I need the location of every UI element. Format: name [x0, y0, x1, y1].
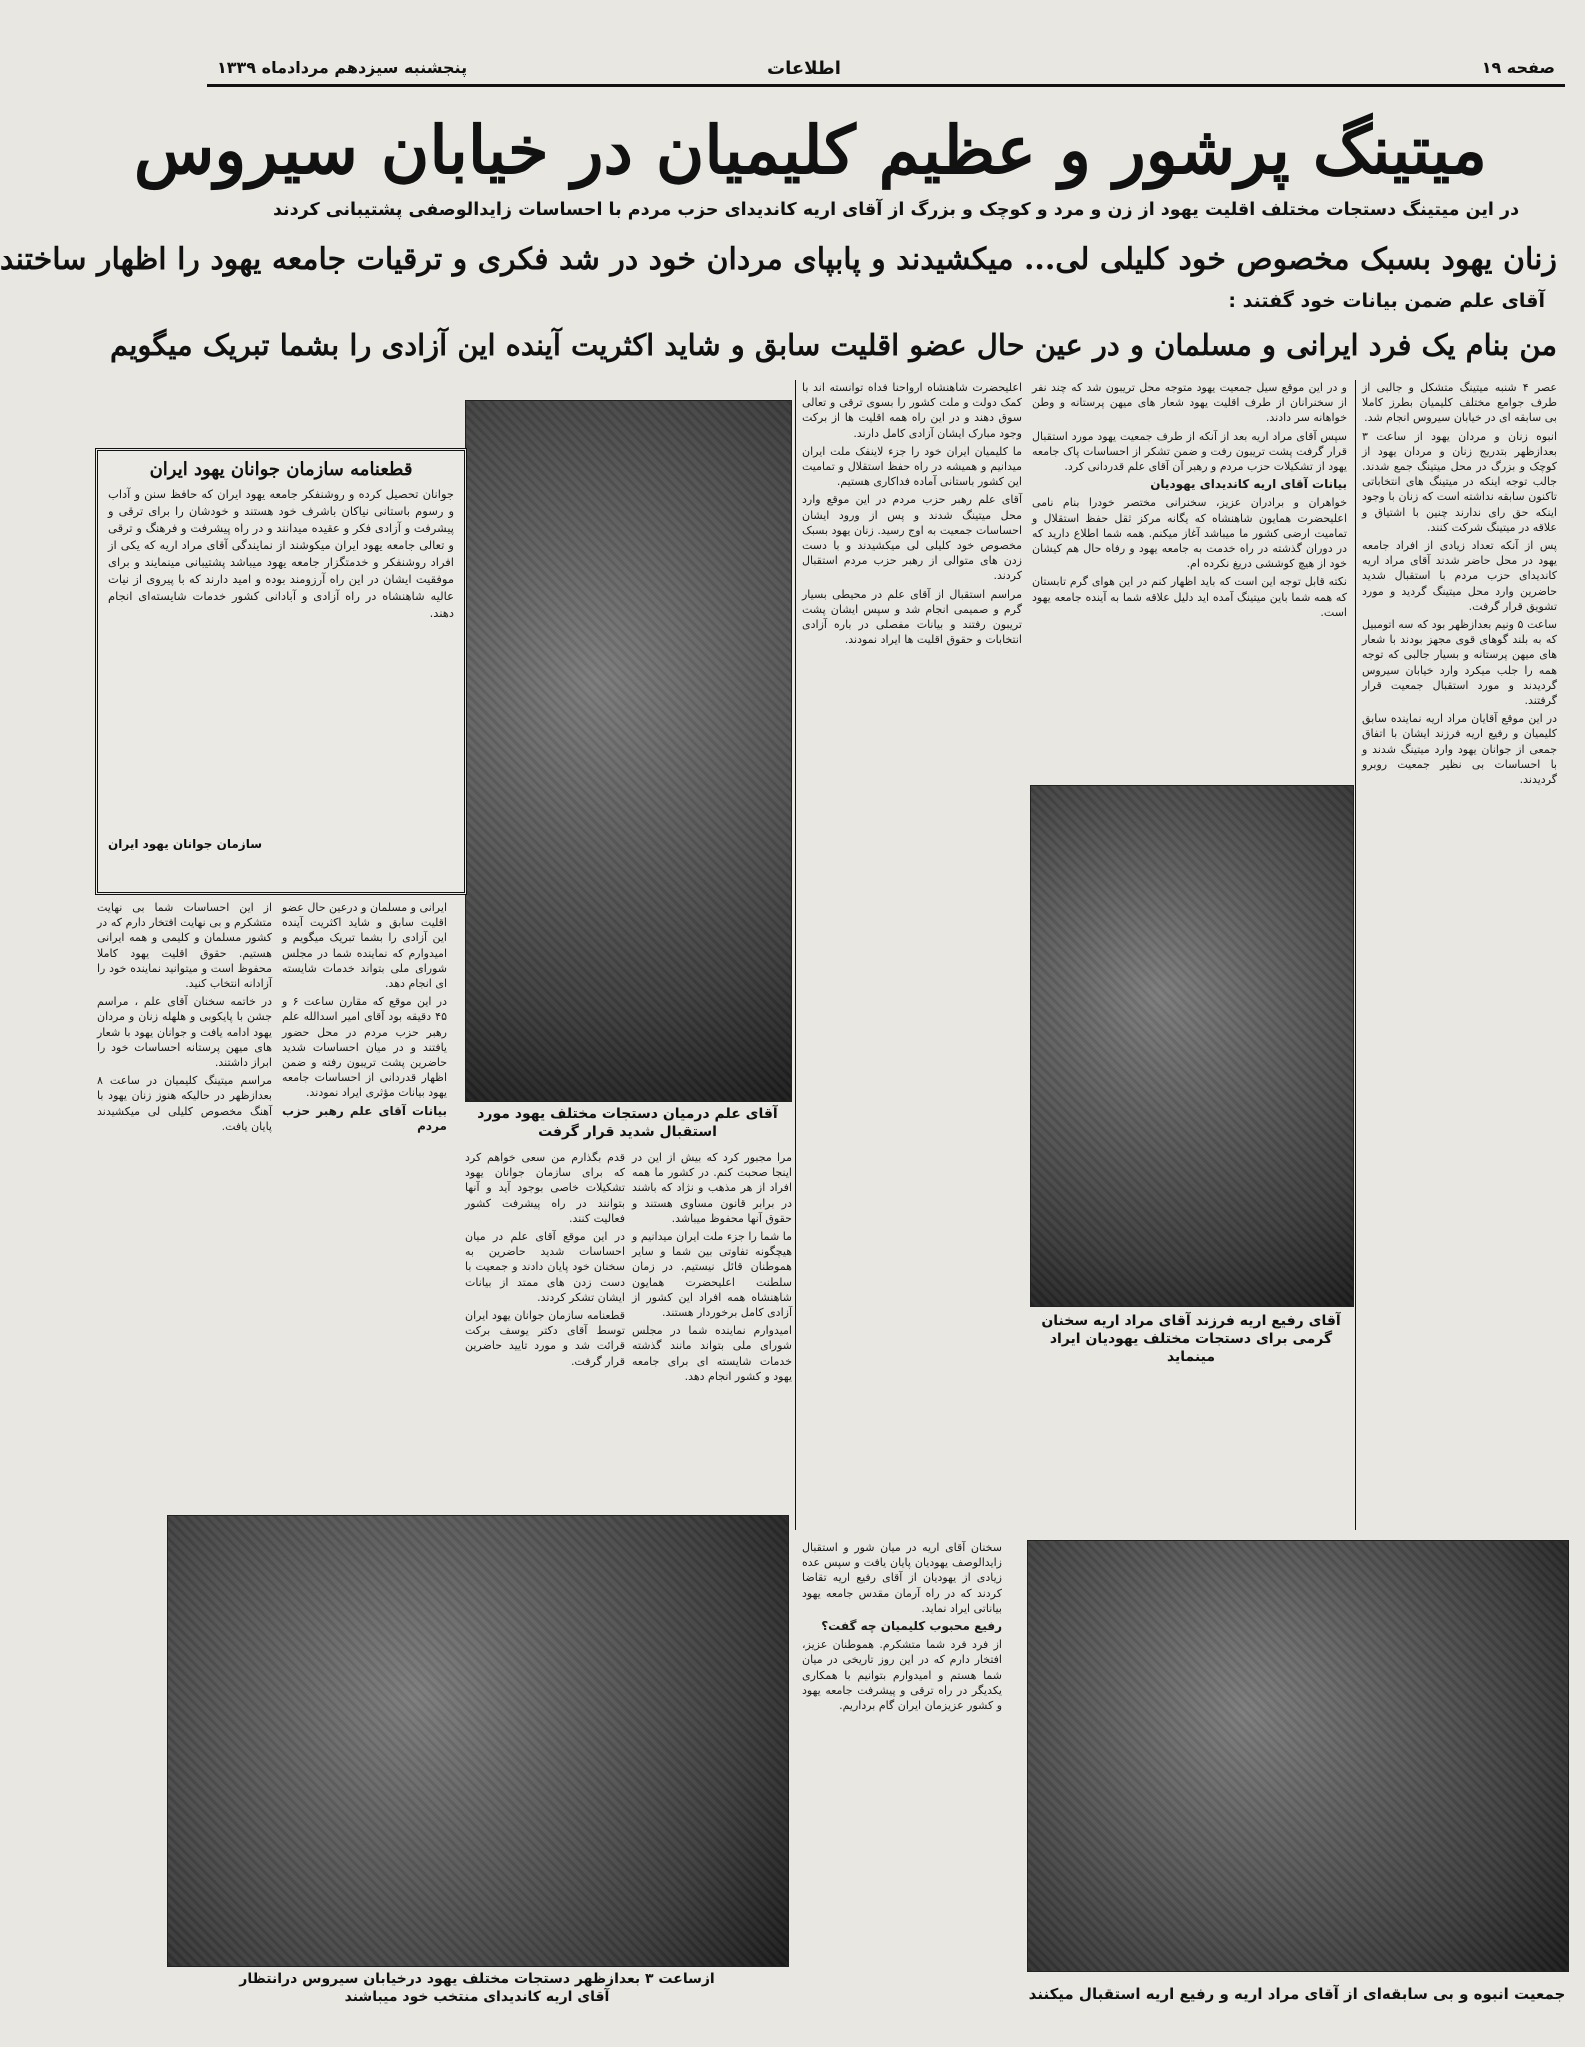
article-paragraph: خواهران و برادران عزیز، سخنرانی مختصر خودرا بنام نامی اعلیحضرت همایون شاهنشاه که یگانه مرکز ثقل حفظ استقلال و تمامیت ارضی کشور ما میباشد آغاز میکنم. همه شما اطلاع دارید که در دوران گذشته در راه خدمت به جامعه یهود و رفاه حال هم کیشان خود از هیچ کوششی دریغ نکرده ام.: [1032, 496, 1347, 571]
article-paragraph: در این موقع که مقارن ساعت ۶ و ۴۵ دقیقه بود آقای امیر اسدالله علم رهبر حزب مردم در محل حضور یافتند و در میان احساسات شدید حاضرین پشت تریبون رفته و ضمن اظهار قدردانی از احساسات جامعه یهود بیانات مؤثری ایراد نمودند.: [282, 995, 448, 1100]
article-paragraph: ما کلیمیان ایران خود را جزء لاینفک ملت ایران میدانیم و همیشه در راه حفظ استقلال و تمامیت این کشور باستانی آماده فداکاری هستیم.: [802, 444, 1022, 489]
deck-line-2: زنان یهود بسبک مخصوص خود کلیلی لی... میکشیدند و پابپای مردان خود در شد فکری و ترقیات جامعه یهود را اظهار ساختند: [0, 242, 1557, 277]
article-paragraph: نکته قابل توجه این است که باید اظهار کنم در این هوای گرم تابستان که همه شما باین میتینگ آمده اید دلیل علاقه شما به آینده جامعه یهود است.: [1032, 575, 1347, 619]
article-column-1: [1362, 380, 1557, 1520]
article-paragraph: از فرد فرد شما متشکرم. هموطنان عزیز، افتخار دارم که در این روز تاریخی در میان شما هستم و امیدوارم بتوانیم با همکاری یکدیگر در راه ترقی و پیشرفت جامعه یهود و کشور عزیزمان ایران گام برداریم.: [802, 1638, 1002, 1713]
article-column-7: [465, 1150, 625, 1520]
newspaper-name: اطلاعات: [767, 58, 841, 79]
issue-date: پنجشنبه سیزدهم مردادماه ۱۳۳۹: [217, 58, 468, 77]
article-paragraph: امیدوارم نماینده شما در مجلس شورای ملی بتواند مانند گذشته خدمات شایسته ای برای جامعه یهود و کشور انجام دهد.: [632, 1324, 792, 1383]
article-paragraph: آقای علم رهبر حزب مردم در این موقع وارد محل میتینگ شدند و پس از ورود ایشان احساسات جمعیت به اوج رسید. زنان یهود بسبک مخصوص خود کلیلی لی میکشیدند و با دست زدن های متوالی از رهبر حزب مردم استقبال کردند.: [802, 493, 1022, 583]
main-headline: میتینگ پرشور و عظیم کلیمیان در خیابان سیروس: [133, 111, 1487, 189]
article-paragraph: اعلیحضرت شاهنشاه ارواحنا فداه توانسته اند با کمک دولت و ملت کشور را بسوی ترقی و تعالی سوق دهند و در این راه همه اقلیت ها از برکت وجود مبارک ایشان آزادی کامل دارند.: [802, 381, 1022, 440]
column-divider: [1355, 380, 1356, 1530]
article-paragraph: از این احساسات شما بی نهایت متشکرم و بی نهایت افتخار دارم که در کشور مسلمان و کلیمی و همه ایرانی هستیم. حقوق اقلیت یهود کاملا محفوظ است و میتوانید نماینده خود را آزادانه انتخاب کنید.: [97, 901, 272, 991]
article-column-5: [97, 900, 272, 1420]
article-paragraph: پس از آنکه تعداد زیادی از افراد جامعه یهود در محل حاضر شدند آقای مراد اریه کاندیدای حزب مردم با استقبال شدید حاضرین وارد محل میتینگ گردید و مورد تشویق قرار گرفت.: [1362, 539, 1557, 613]
article-paragraph: مراسم میتینگ کلیمیان در ساعت ۸ بعدازظهر در حالیکه هنوز زنان یهود با آهنگ مخصوص کلیلی لی میکشیدند پایان یافت.: [97, 1074, 272, 1133]
article-paragraph: مرا مجبور کرد که بیش از این در اینجا صحبت کنم. در کشور ما همه افراد از هر مذهب و نژاد که باشند در برابر قانون مساوی هستند و حقوق آنها محفوظ میباشد.: [632, 1151, 792, 1225]
resolution-title: قطعنامه سازمان جوانان یهود ایران: [149, 459, 413, 480]
article-paragraph: قدم بگذارم من سعی خواهم کرد که برای سازمان جوانان یهود تشکیلات خاصی بوجود آید و آنها بتوانند در راه پیشرفت کشور فعالیت کنند.: [465, 1151, 625, 1225]
page-number: صفحه ۱۹: [1481, 58, 1555, 77]
photo-rafi-arieh-speech: [1030, 785, 1354, 1307]
article-paragraph: در خاتمه سخنان آقای علم ، مراسم جشن با پایکوبی و هلهله زنان و مردان یهود ادامه یافت و جوانان یهود با شعار های میهن پرستانه احساسات خود را ابراز داشتند.: [97, 995, 272, 1070]
article-paragraph: در این موقع آقایان مراد اریه نماینده سابق کلیمیان و رفیع اریه فرزند ایشان با اتفاق جمعی از جوانان یهود وارد میتینگ شدند و با احساسات بی نظیر جمعیت روبرو گردیدند.: [1362, 712, 1557, 787]
subheading: بیانات آقای علم رهبر حزب مردم: [282, 1103, 447, 1133]
article-column-2: [1032, 380, 1347, 780]
deck-quote: من بنام یک فرد ایرانی و مسلمان و در عین حال عضو اقلیت سابق و شاید اکثریت آینده این آزادی را بشما تبریک میگویم: [110, 328, 1557, 362]
photo-caption: ازساعت ۳ بعدازظهر دستجات مختلف یهود درخیابان سیروس درانتظار آقای اریه کاندیدای منتخب خود میباشند: [239, 1971, 715, 2005]
article-paragraph: ما شما را جزء ملت ایران میدانیم و هیچگونه تفاوتی بین شما و سایر هموطنان قائل نیستیم. در زمان سلطنت اعلیحضرت همایون شاهنشاه همه افراد این کشور از آزادی کامل برخوردار هستند.: [632, 1230, 792, 1320]
photo-huge-crowd: [1027, 1540, 1569, 1972]
photo-caption: آقای رفیع اریه فرزند آقای مراد اریه سخنان گرمی برای دستجات مختلف یهودیان ایراد مینماید: [1041, 1313, 1341, 1365]
article-paragraph: در این موقع آقای علم در میان احساسات شدید حاضرین به سخنان خود پایان دادند و جمعیت با دست زدن های ممتد از بیانات ایشان تشکر کردند.: [465, 1230, 625, 1304]
photo-cyrus-street-crowd: [167, 1515, 789, 1967]
subheading: بیانات آقای اریه کاندیدای یهودیان: [1150, 477, 1347, 492]
article-paragraph: ساعت ۵ ونیم بعدازظهر بود که سه اتومبیل که به بلند گوهای قوی مجهز بودند با شعار های میهن پرستانه و بسیار جالبی که توجه همه را جلب میکرد وارد خیابان سیروس گردیدند و مورد استقبال جمعیت قرار گرفتند.: [1362, 618, 1557, 708]
photo-alam-crowd: [465, 400, 792, 1102]
article-paragraph: سپس آقای مراد اریه بعد از آنکه از طرف جمعیت یهود مورد استقبال قرار گرفت پشت تریبون رفت و ضمن تشکر از احساسات پاک جامعه یهود از تشکیلات حزب مردم و رهبر آن آقای علم قدردانی کرد.: [1032, 429, 1347, 474]
subheading: رفیع محبوب کلیمیان چه گفت؟: [821, 1619, 1002, 1634]
article-paragraph: عصر ۴ شنبه میتینگ متشکل و جالبی از طرف جوامع مختلف کلیمیان بطرز کاملا بی سابقه ای در خیابان سیروس انجام شد.: [1362, 381, 1557, 425]
deck-line-3: آقای علم ضمن بیانات خود گفتند :: [1228, 290, 1545, 312]
article-paragraph: ایرانی و مسلمان و درعین حال عضو اقلیت سابق و شاید اکثریت آینده این آزادی را بشما تبریک میگویم و امیدوارم که نماینده شما در مجلس شورای ملی بتواند خدمات شایسته ای انجام دهد.: [282, 901, 447, 991]
article-column-6: [632, 1150, 792, 1520]
photo-caption: جمعیت انبوه و بی سابقه‌ای از آقای مراد اریه و رفیع اریه استقبال میکنند: [1028, 1985, 1566, 2003]
article-column-8: [802, 1540, 1002, 1990]
resolution-box: [95, 448, 467, 895]
resolution-signature: سازمان جوانان یهود ایران: [108, 837, 263, 851]
column-divider: [795, 380, 796, 1530]
resolution-body: جوانان تحصیل کرده و روشنفکر جامعه یهود ایران که حافظ سنن و آداب و رسوم باستانی نیاکان باشرف خود هستند و خودشان را برای ترقی و پیشرفت و آزادی فکر و عقیده میدانند و در راه پیشرفت و فرهنگ و ترقی و تعالی جامعه یهود ایران میکوشند از نمایندگی آقای مراد اریه که یکی از افراد روشنفکر و خدمتگزار جامعه یهود میباشد پشتیبانی مینمایند و برای موفقیت ایشان در این راه آرزومند بوده و امید دارند که با پیروی از نیات عالیه شاهنشاه در راه آزادی و آبادانی کشور خدمات شایسته‌ای انجام دهند.: [108, 487, 454, 620]
photo-caption: آقای علم درمیان دستجات مختلف یهود مورد استقبال شدید قرار گرفت: [477, 1106, 778, 1140]
article-paragraph: سخنان آقای اریه در میان شور و استقبال زایدالوصف یهودیان پایان یافت و سپس عده زیادی از یهودیان از آقای رفیع اریه تقاضا کردند که در راه آرمان مقدس جامعه یهود بیاناتی ایراد نماید.: [802, 1541, 1002, 1615]
header-rule: [207, 84, 1565, 87]
deck-line-1: در این میتینگ دستجات مختلف اقلیت یهود از زن و مرد و کوچک و بزرگ از آقای اریه کاندیدای حزب مردم با احساسات زایدالوصفی پشتیبانی کردند: [272, 200, 1520, 220]
article-column-3: [802, 380, 1022, 1140]
article-paragraph: انبوه زنان و مردان یهود از ساعت ۳ بعدازظهر بتدریج زنان و مردان یهود از کوچک و بزرگ در محل میتینگ جمع شدند. جالب توجه اینکه در میتینگ های انتخاباتی تاکنون سابقه نداشته است که زنان با وجود اینکه حق رای ندارند چنین با اشتیاق و علاقه در میتینگ شرکت کنند.: [1362, 429, 1557, 534]
article-paragraph: مراسم استقبال از آقای علم در محیطی بسیار گرم و صمیمی انجام شد و سپس ایشان پشت تریبون رفتند و بیانات مفصلی در باره آزادی انتخابات و حقوق اقلیت ها ایراد نمودند.: [802, 587, 1022, 647]
article-column-4: [282, 900, 447, 1420]
article-paragraph: و در این موقع سیل جمعیت یهود متوجه محل تریبون شد که چند نفر از سخنرانان از طرف اقلیت یهود شعار های میهن پرستانه و وطن خواهانه سر دادند.: [1032, 381, 1347, 425]
article-paragraph: قطعنامه سازمان جوانان یهود ایران توسط آقای دکتر یوسف برکت قرائت شد و مورد تایید حاضرین قرار گرفت.: [465, 1309, 625, 1368]
